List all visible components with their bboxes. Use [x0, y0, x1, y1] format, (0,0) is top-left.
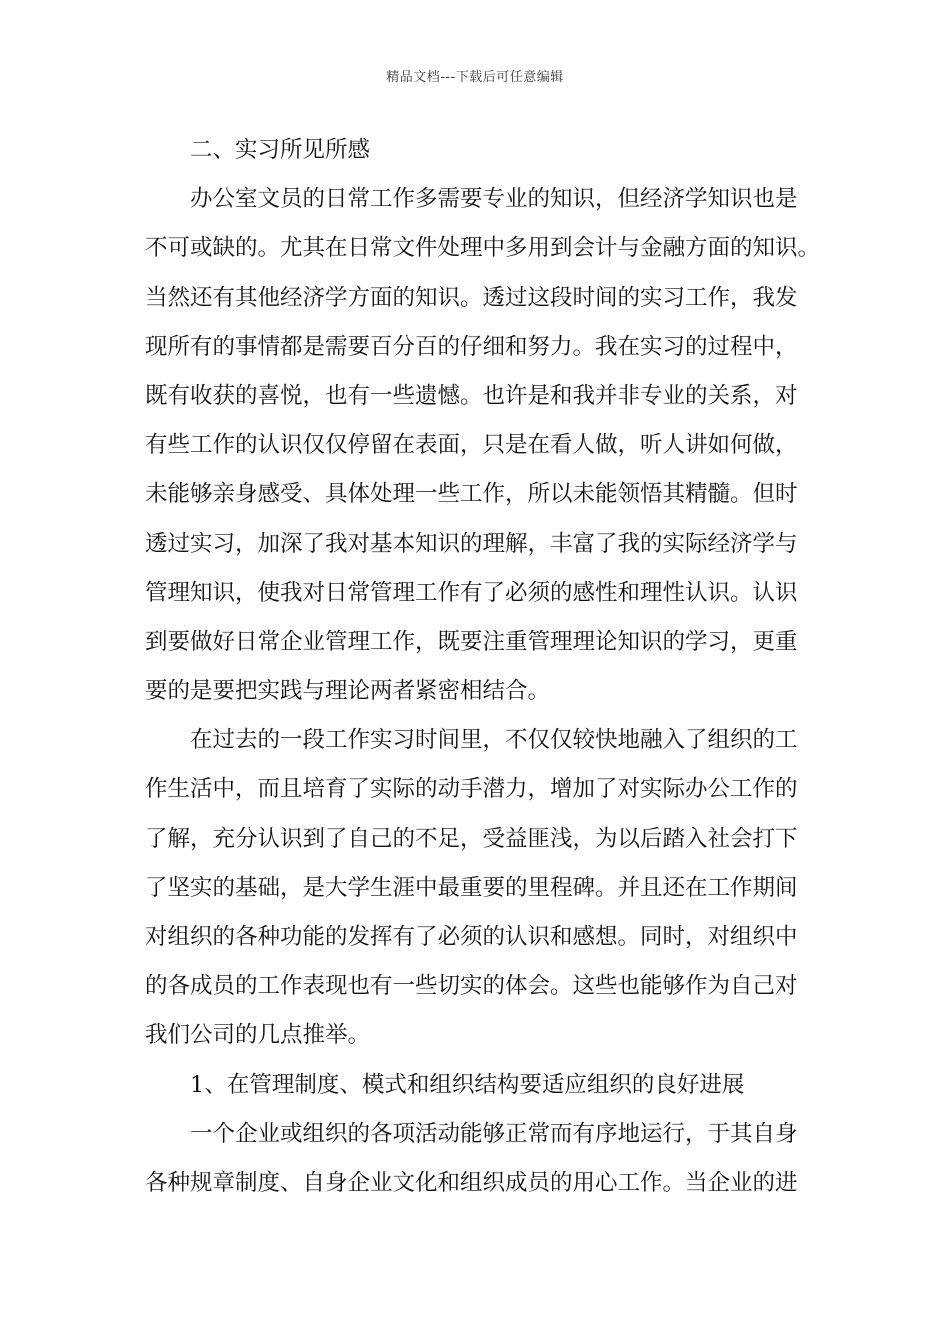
- text-line: 要的是要把实践与理论两者紧密相结合。: [145, 678, 551, 705]
- text-line: 既有收获的喜悦，也有一些遗憾。也许是和我并非专业的关系，对: [145, 382, 798, 409]
- text-line: 到要做好日常企业管理工作，既要注重管理理论知识的学习，更重: [145, 628, 798, 655]
- page-header: 精品文档---下载后可任意编辑: [386, 70, 564, 85]
- text-line: 作生活中，而且培育了实际的动手潜力，增加了对实际办公工作的: [145, 776, 798, 803]
- text-line: 有些工作的认识仅仅停留在表面，只是在看人做，听人讲如何做，: [145, 432, 798, 459]
- text-line: 在过去的一段工作实习时间里，不仅仅较快地融入了组织的工: [190, 727, 798, 754]
- text-line: 管理知识，使我对日常管理工作有了必须的感性和理性认识。认识: [145, 579, 798, 606]
- text-line: 了坚实的基础，是大学生涯中最重要的里程碑。并且还在工作期间: [145, 874, 798, 901]
- text-line: 我们公司的几点推举。: [145, 1022, 371, 1049]
- text-line: 现所有的事情都是需要百分百的仔细和努力。我在实习的过程中，: [145, 333, 798, 360]
- text-line: 二、实习所见所感: [190, 137, 371, 163]
- text-line: 办公室文员的日常工作多需要专业的知识，但经济学知识也是: [190, 186, 798, 213]
- text-line: 一个企业或组织的各项活动能够正常而有序地运行，于其自身: [190, 1120, 798, 1147]
- text-line: 各种规章制度、自身企业文化和组织成员的用心工作。当企业的进: [145, 1169, 798, 1196]
- text-line: 对组织的各种功能的发挥有了必须的认识和感想。同时，对组织中: [145, 924, 798, 950]
- text-line: 未能够亲身感受、具体处理一些工作，所以未能领悟其精髓。但时: [145, 481, 798, 508]
- text-line: 透过实习，加深了我对基本知识的理解，丰富了我的实际经济学与: [145, 530, 798, 557]
- text-line: 的各成员的工作表现也有一些切实的体会。这些也能够作为自己对: [145, 973, 798, 1000]
- text-line: 1、在管理制度、模式和组织结构要适应组织的良好进展: [190, 1071, 745, 1098]
- text-line: 当然还有其他经济学方面的知识。透过这段时间的实习工作，我发: [145, 284, 798, 311]
- text-line: 了解，充分认识到了自己的不足，受益匪浅，为以后踏入社会打下: [145, 825, 798, 852]
- document-body: [145, 126, 835, 1208]
- text-line: 不可或缺的。尤其在日常文件处理中多用到会计与金融方面的知识。: [145, 235, 821, 262]
